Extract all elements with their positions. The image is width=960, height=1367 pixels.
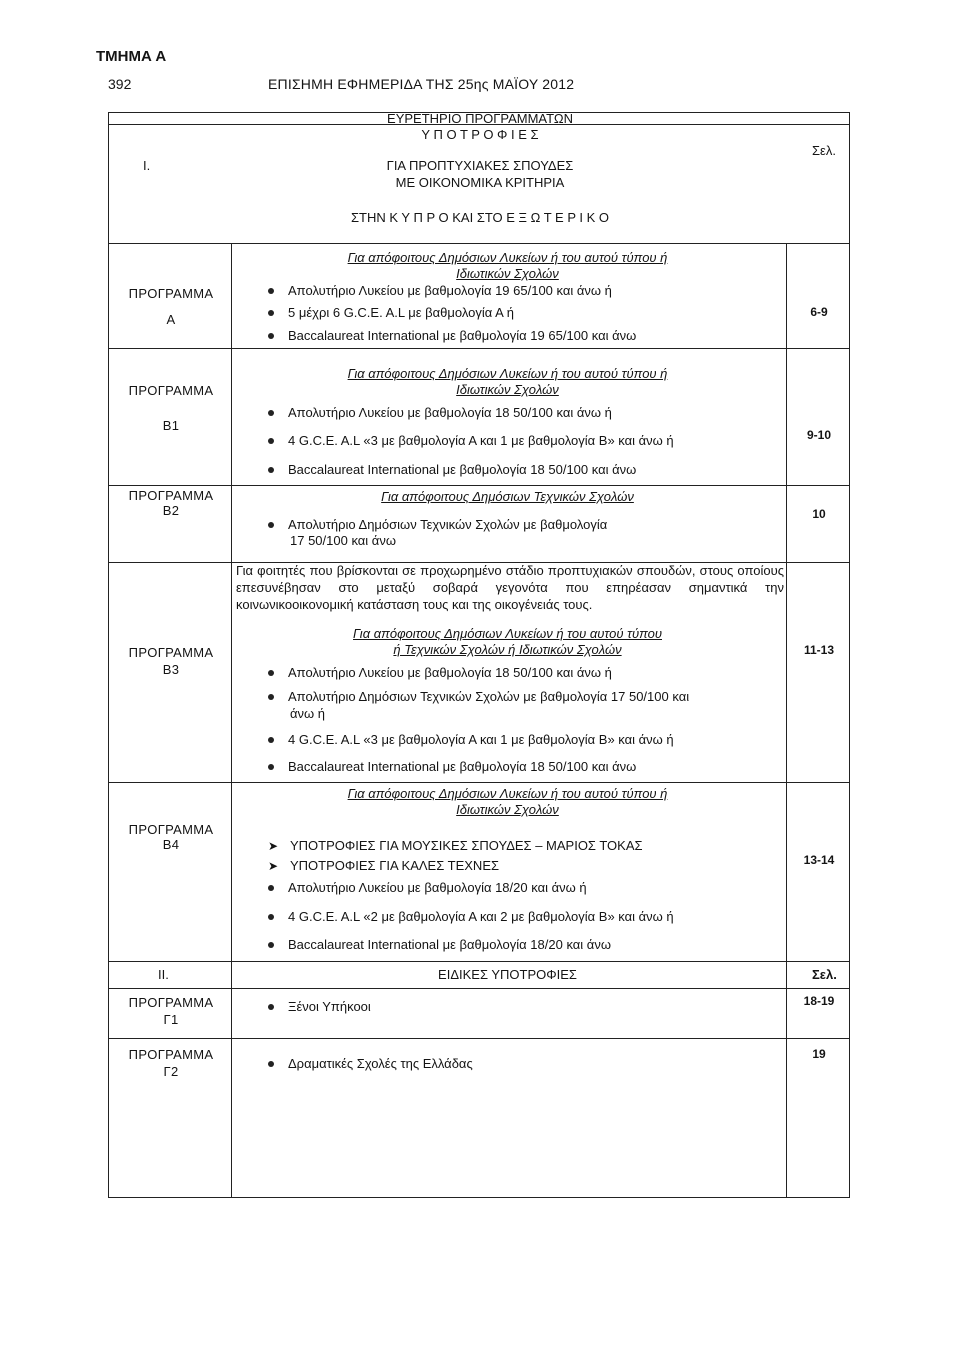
bullet-icon (268, 522, 274, 528)
criteria-text: Απολυτήριο Λυκείου με βαθμολογία 18 50/100 και άνω ή (288, 405, 612, 420)
page-range: 13-14 (803, 853, 835, 867)
bullet-icon (268, 310, 274, 316)
criteria-item (268, 759, 636, 774)
eligibility-heading: Ιδιωτικών Σχολών (456, 802, 559, 817)
page-number: 392 (108, 76, 132, 92)
page-range: 6-9 (810, 305, 828, 319)
criteria-item (268, 328, 636, 343)
special-scholarships-title: ΕΙΔΙΚΕΣ ΥΠΟΤΡΟΦΙΕΣ (438, 967, 577, 982)
criteria-text: 4 G.C.E. A.L «2 με βαθμολογία Α και 2 με βαθμολογία Β» και άνω ή (288, 909, 674, 924)
program-code: Γ1 (163, 1012, 179, 1027)
page-column-header: Σελ. (812, 967, 837, 982)
financial-criteria-title: ΜΕ ΟΙΚΟΝΟΜΙΚΑ ΚΡΙΤΗΡΙΑ (395, 175, 565, 190)
program-code: Α (166, 312, 176, 327)
bullet-icon (268, 1004, 274, 1010)
criteria-text: Ξένοι Υπήκοοι (288, 999, 371, 1014)
program-label: ΠΡΟΓΡΑΜΜΑ (128, 1047, 214, 1062)
program-code: Β1 (162, 418, 180, 433)
program-code: Β3 (162, 662, 180, 677)
bullet-icon (268, 288, 274, 294)
bullet-icon (268, 764, 274, 770)
criteria-text: Απολυτήριο Δημόσιων Τεχνικών Σχολών με βαθμολογία (288, 517, 608, 532)
bullet-icon (268, 737, 274, 743)
arrow-bullet-icon: ➤ (268, 859, 279, 873)
scholarships-title: Υ Π Ο Τ Ρ Ο Φ Ι Ε Σ (421, 127, 539, 142)
criteria-item (268, 305, 514, 320)
criteria-item (268, 517, 607, 532)
criteria-item (268, 405, 612, 420)
criteria-text: 4 G.C.E. A.L «3 με βαθμολογία Α και 1 με βαθμολογία Β» και άνω ή (288, 732, 674, 747)
eligibility-heading: Για απόφοιτους Δημόσιων Τεχνικών Σχολών (381, 489, 634, 504)
bullet-icon (268, 942, 274, 948)
program-label: ΠΡΟΓΡΑΜΜΑ (128, 822, 214, 837)
criteria-item (268, 937, 611, 952)
section-label: ΤΜΗΜΑ Α (96, 48, 167, 65)
scholarship-text: ΥΠΟΤΡΟΦΙΕΣ ΓΙΑ ΜΟΥΣΙΚΕΣ ΣΠΟΥΔΕΣ – ΜΑΡΙΟΣ ΤΟΚΑΣ (290, 838, 643, 853)
criteria-text: Baccalaureat International με βαθμολογία 19 65/100 και άνω (288, 328, 637, 343)
program-label: ΠΡΟΓΡΑΜΜΑ (128, 645, 214, 660)
page-range: 18-19 (803, 994, 835, 1008)
criteria-text: Απολυτήριο Λυκείου με βαθμολογία 18 50/100 και άνω ή (288, 665, 612, 680)
row-divider (109, 348, 849, 349)
criteria-text: Δραματικές Σχολές της Ελλάδας (288, 1056, 473, 1071)
criteria-item (268, 689, 689, 704)
program-label: ΠΡΟΓΡΑΜΜΑ (128, 995, 214, 1010)
program-code: Β4 (162, 837, 180, 852)
page-range: 11-13 (803, 643, 835, 657)
bullet-icon (268, 885, 274, 891)
criteria-text: Baccalaureat International με βαθμολογία 18 50/100 και άνω (288, 759, 637, 774)
undergrad-title: ΓΙΑ ΠΡΟΠΤΥΧΙΑΚΕΣ ΣΠΟΥΔΕΣ (386, 158, 574, 173)
bullet-icon (268, 1061, 274, 1067)
bullet-icon (268, 670, 274, 676)
arrow-bullet-icon: ➤ (268, 839, 279, 853)
criteria-text: Απολυτήριο Λυκείου με βαθμολογία 18/20 και άνω ή (288, 880, 587, 895)
criteria-item (268, 283, 612, 298)
row-divider (109, 782, 849, 783)
scholarship-item (268, 838, 643, 853)
page-range: 19 (812, 1047, 826, 1061)
roman-numeral-ii: ΙΙ. (158, 967, 169, 982)
program-label: ΠΡΟΓΡΑΜΜΑ (128, 286, 214, 301)
criteria-text: 4 G.C.E. A.L «3 με βαθμολογία Α και 1 με βαθμολογία Β» και άνω ή (288, 433, 674, 448)
eligibility-heading: Για απόφοιτους Δημόσιων Λυκείων ή του αυτού τύπου ή (347, 786, 668, 801)
criteria-text: Απολυτήριο Λυκείου με βαθμολογία 19 65/100 και άνω ή (288, 283, 612, 298)
program-code: Β2 (162, 503, 180, 518)
row-divider (109, 243, 849, 244)
bullet-icon (268, 914, 274, 920)
eligibility-heading: Ιδιωτικών Σχολών (456, 266, 559, 281)
page-column-header: Σελ. (812, 143, 836, 158)
bullet-icon (268, 694, 274, 700)
bullet-icon (268, 410, 274, 416)
index-title: ΕΥΡΕΤΗΡΙΟ ΠΡΟΓΡΑΜΜΑΤΩΝ (387, 111, 573, 126)
criteria-item (268, 880, 587, 895)
criteria-item (268, 462, 636, 477)
roman-numeral-i: Ι. (143, 158, 151, 173)
eligibility-heading: ή Τεχνικών Σχολών ή Ιδιωτικών Σχολών (393, 642, 622, 657)
criteria-item (268, 1056, 473, 1071)
eligibility-heading: Για απόφοιτους Δημόσιων Λυκείων ή του αυτού τύπου ή (347, 250, 668, 265)
eligibility-heading: Ιδιωτικών Σχολών (456, 382, 559, 397)
criteria-text-continued: άνω ή (290, 706, 326, 721)
hardship-note: Για φοιτητές που βρίσκονται σε προχωρημένο στάδιο προπτυχιακών σπουδών, στους οποίους επεσυνέβησαν στο μεταξύ σοβαρά γεγονότα που επηρέασαν σημαντικά την κοινωνικοοικονομική κατάσταση τους και της οικογένειάς τους. (236, 563, 784, 612)
criteria-item (268, 433, 674, 448)
criteria-item (268, 999, 371, 1014)
eligibility-heading: Για απόφοιτους Δημόσιων Λυκείων ή του αυτού τύπου ή (347, 366, 668, 381)
page-range: 9-10 (806, 428, 832, 442)
program-label: ΠΡΟΓΡΑΜΜΑ (128, 488, 214, 503)
criteria-text: Απολυτήριο Δημόσιων Τεχνικών Σχολών με βαθμολογία 17 50/100 και (288, 689, 690, 704)
bullet-icon (268, 467, 274, 473)
program-label: ΠΡΟΓΡΑΜΜΑ (128, 383, 214, 398)
scholarship-item (268, 858, 499, 873)
gazette-title: ΕΠΙΣΗΜΗ ΕΦΗΜΕΡΙΔΑ ΤΗΣ 25ης ΜΑΪΟΥ 2012 (268, 76, 575, 92)
criteria-text: 5 μέχρι 6 G.C.E. A.L με βαθμολογία Α ή (288, 305, 514, 320)
criteria-item (268, 732, 674, 747)
row-divider (109, 961, 849, 962)
criteria-text-continued: 17 50/100 και άνω (290, 533, 396, 548)
bullet-icon (268, 333, 274, 339)
criteria-text: Baccalaureat International με βαθμολογία 18/20 και άνω (288, 937, 611, 952)
location-title: ΣΤΗΝ Κ Υ Π Ρ Ο ΚΑΙ ΣΤΟ Ε Ξ Ω Τ Ε Ρ Ι Κ Ο (351, 210, 609, 225)
row-divider (109, 485, 849, 486)
criteria-text: Baccalaureat International με βαθμολογία 18 50/100 και άνω (288, 462, 637, 477)
eligibility-heading: Για απόφοιτους Δημόσιων Λυκείων ή του αυτού τύπου (353, 626, 662, 641)
row-divider (109, 1038, 849, 1039)
page-range: 10 (812, 507, 826, 521)
criteria-item (268, 909, 674, 924)
bullet-icon (268, 438, 274, 444)
row-divider (109, 988, 849, 989)
program-code: Γ2 (163, 1064, 179, 1079)
criteria-item (268, 665, 612, 680)
scholarship-text: ΥΠΟΤΡΟΦΙΕΣ ΓΙΑ ΚΑΛΕΣ ΤΕΧΝΕΣ (290, 858, 500, 873)
